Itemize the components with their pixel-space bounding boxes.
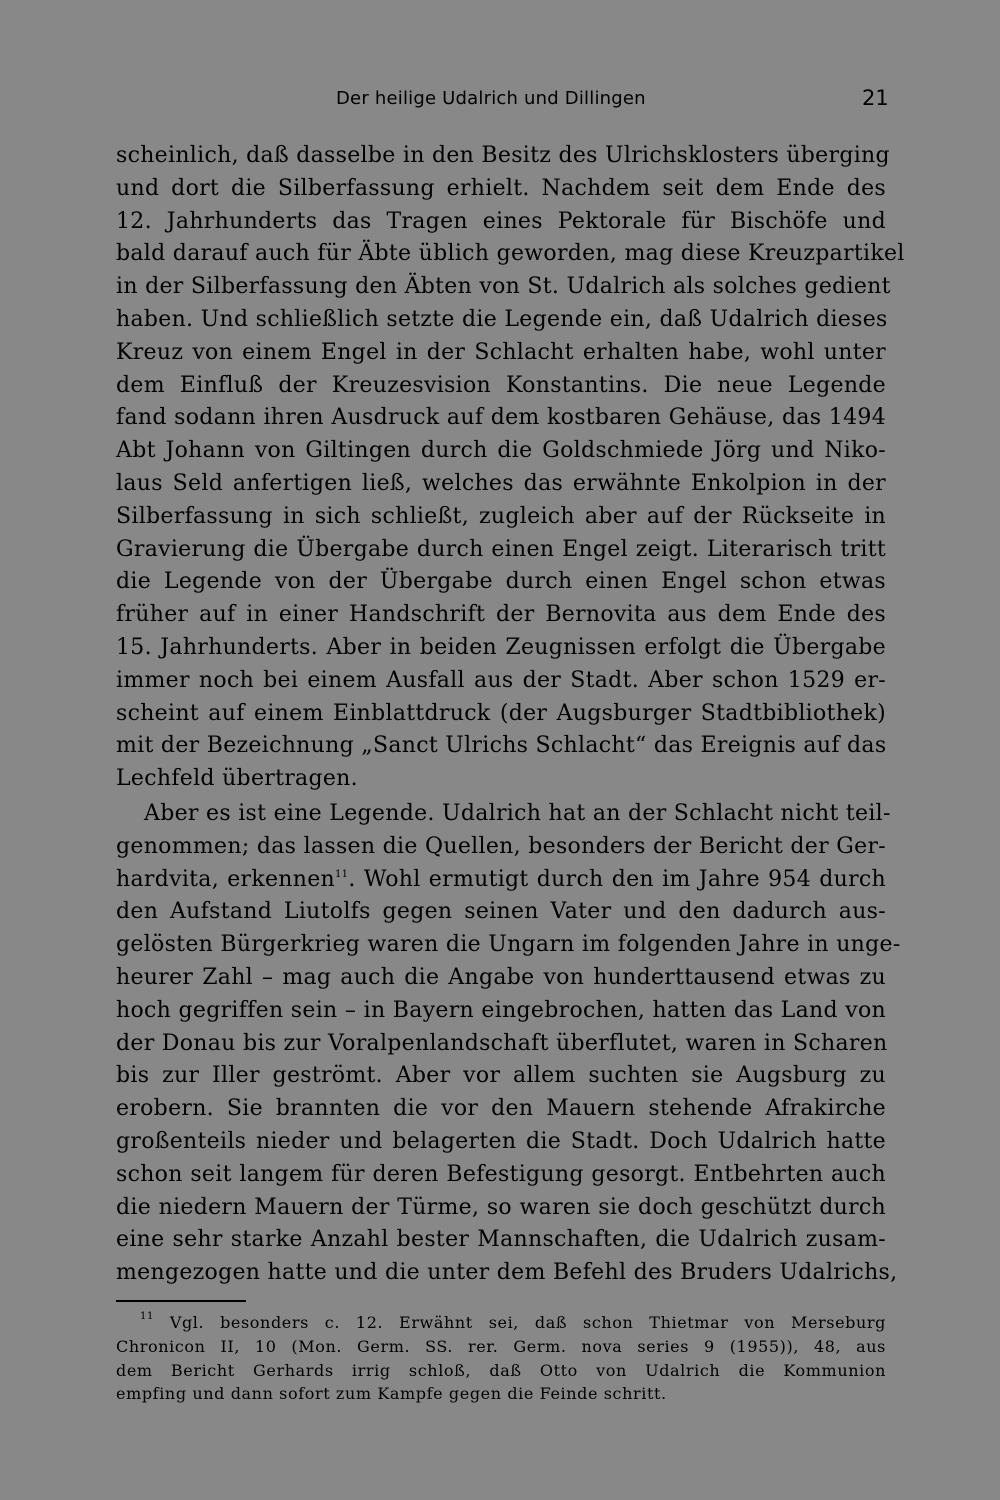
text-line: die Legende von der Übergabe durch einen Engel schon etwas — [116, 569, 886, 595]
text-line: hoch gegriffen sein – in Bayern eingebrochen, hatten das Land von — [116, 997, 886, 1023]
text-line: 15. Jahrhunderts. Aber in beiden Zeugnissen erfolgt die Übergabe — [116, 634, 886, 660]
text-line: mengezogen hatte und die unter dem Befehl des Bruders Udalrichs, — [116, 1260, 898, 1286]
footnote-line: Chronicon II, 10 (Mon. Germ. SS. rer. Germ. nova series 9 (1955)), 48, aus — [116, 1336, 886, 1356]
footnote-reference: 11 — [335, 868, 349, 880]
body-text — [116, 140, 905, 1290]
footnote-divider — [116, 1300, 246, 1302]
text-line: Aber es ist eine Legende. Udalrich hat an der Schlacht nicht teil- — [144, 800, 891, 826]
text-line: Gravierung die Übergabe durch einen Engel zeigt. Literarisch tritt — [116, 536, 886, 562]
text-line: Kreuz von einem Engel in der Schlacht erhalten habe, wohl unter — [116, 339, 886, 365]
paragraph-2 — [116, 798, 901, 1290]
text-line — [116, 864, 886, 897]
paragraph-1 — [116, 140, 905, 796]
text-line: großenteils nieder und belagerten die Stadt. Doch Udalrich hatte — [116, 1128, 886, 1154]
text-line: bald darauf auch für Äbte üblich geworden, mag diese Kreuzpartikel — [116, 241, 905, 267]
running-head — [0, 86, 1000, 116]
text-line: dem Einfluß der Kreuzesvision Konstantins. Die neue Legende — [116, 372, 886, 398]
text-line: erobern. Sie brannten die vor den Mauern stehende Afrakirche — [116, 1096, 886, 1122]
text-line: Lechfeld übertragen. — [116, 766, 358, 792]
page-number: 21 — [862, 86, 889, 110]
footnote-line — [116, 1311, 886, 1335]
text-line: haben. Und schließlich setzte die Legende ein, daß Udalrich dieses — [116, 306, 888, 332]
text-line: scheinlich, daß dasselbe in den Besitz des Ulrichsklosters überging — [116, 143, 890, 168]
text-line: Abt Johann von Giltingen durch die Goldschmiede Jörg und Niko- — [116, 438, 886, 464]
footnote-marker: 11 — [140, 1311, 154, 1322]
text-line: gelösten Bürgerkrieg waren die Ungarn im folgenden Jahre in unge- — [116, 932, 901, 958]
text-run: hardvita, erkennen — [116, 866, 336, 892]
text-line: mit der Bezeichnung „Sanct Ulrichs Schlacht“ das Ereignis auf das — [116, 733, 887, 759]
footnote-line: empfing und dann sofort zum Kampfe gegen die Feinde schritt. — [116, 1384, 667, 1404]
text-line: früher auf in einer Handschrift der Bernovita aus dem Ende des — [116, 602, 886, 628]
text-line: Silberfassung in sich schließt, zugleich aber auf der Rückseite in — [116, 503, 886, 529]
footnote — [116, 1311, 886, 1406]
footnote-line: dem Bericht Gerhards irrig schloß, daß Otto von Udalrich die Kommunion — [116, 1360, 886, 1380]
text-line: den Aufstand Liutolfs gegen seinen Vater und den dadurch aus- — [116, 899, 886, 925]
text-line: immer noch bei einem Ausfall aus der Stadt. Aber schon 1529 er- — [116, 667, 886, 693]
text-line: und dort die Silberfassung erhielt. Nachdem seit dem Ende des — [116, 175, 886, 201]
text-run: Vgl. besonders c. 12. Erwähnt sei, daß schon Thietmar von Merseburg — [169, 1313, 886, 1332]
text-line: eine sehr starke Anzahl bester Mannschaften, die Udalrich zusam- — [116, 1227, 886, 1253]
text-line: schon seit langem für deren Befestigung gesorgt. Entbehrten auch — [116, 1161, 886, 1187]
text-line: fand sodann ihren Ausdruck auf dem kostbaren Gehäuse, das 1494 — [116, 405, 886, 431]
text-line: 12. Jahrhunderts das Tragen eines Pektorale für Bischöfe und — [116, 208, 886, 234]
text-line: laus Seld anfertigen ließ, welches das erwähnte Enkolpion in der — [116, 470, 886, 496]
text-run: . Wohl ermutigt durch den im Jahre 954 durch — [348, 866, 886, 892]
text-line: genommen; das lassen die Quellen, besonders der Bericht der Ger- — [116, 833, 886, 859]
text-line: der Donau bis zur Voralpenlandschaft überflutet, waren in Scharen — [116, 1030, 888, 1056]
text-line: die niedern Mauern der Türme, so waren sie doch geschützt durch — [116, 1194, 886, 1220]
text-line: heurer Zahl – mag auch die Angabe von hunderttausend etwas zu — [116, 964, 886, 990]
text-line: scheint auf einem Einblattdruck (der Augsburger Stadtbibliothek) — [116, 700, 886, 726]
text-line: bis zur Iller geströmt. Aber vor allem suchten sie Augsburg zu — [116, 1063, 886, 1089]
running-title: Der heilige Udalrich und Dillingen — [336, 88, 646, 109]
text-line: in der Silberfassung den Äbten von St. Udalrich als solches gedient — [116, 274, 891, 300]
